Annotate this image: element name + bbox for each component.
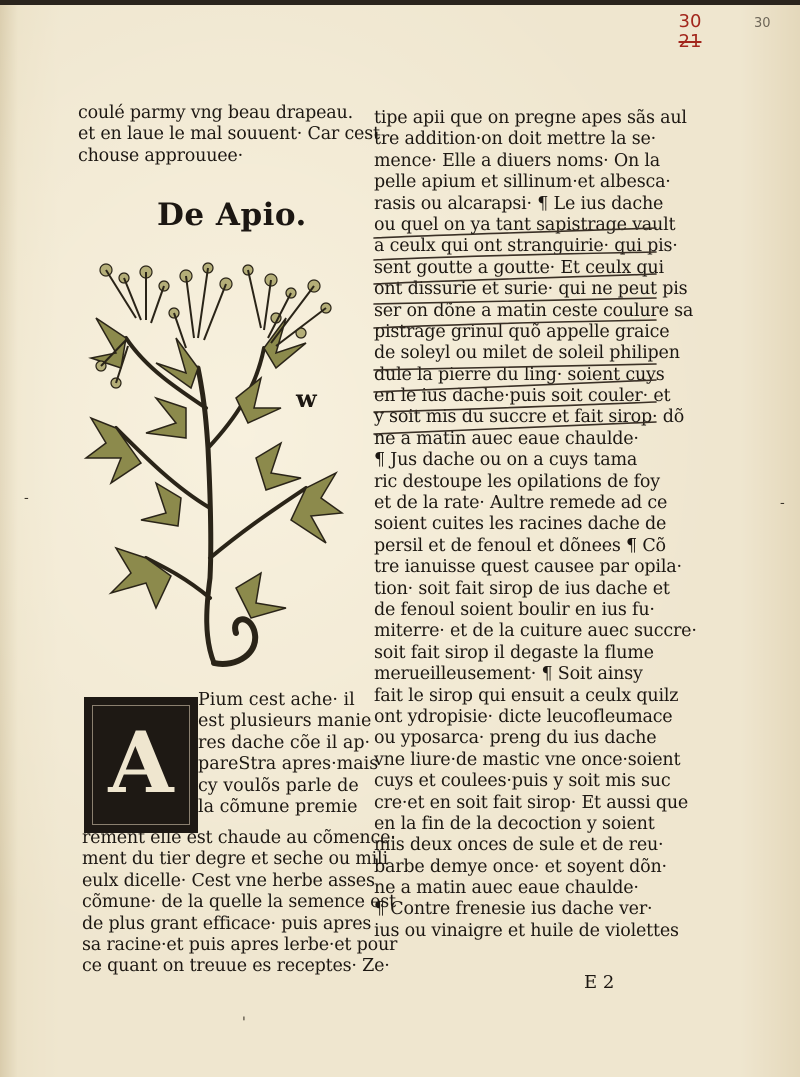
- left-column-dropcap-text: [198, 690, 379, 818]
- folio-number-red: [668, 12, 712, 52]
- text-line: ric destoupe les opilations de foy: [374, 471, 660, 492]
- text-line: la cõmune premie: [198, 796, 358, 817]
- text-line: est plusieurs manie: [198, 711, 372, 732]
- text-line: pareStra apres·mais: [198, 754, 379, 775]
- text-line: soit fait sirop il degaste la flume: [374, 642, 654, 663]
- text-line: eulx dicelle· Cest vne herbe asses: [82, 870, 375, 891]
- text-line: persil et de fenoul et dõnees ¶ Cõ: [374, 535, 666, 556]
- text-line: et de la rate· Aultre remede ad ce: [374, 493, 668, 514]
- text-line: ont ydropisie· dicte leucofleumace: [374, 706, 673, 727]
- text-line: cre·et en soit fait sirop· Et aussi que: [374, 792, 689, 813]
- text-line: et en laue le mal souuent· Car cest: [78, 124, 380, 145]
- text-line: de fenoul soient boulir en ius fu·: [374, 599, 655, 620]
- text-line: ius ou vinaigre et huile de violettes: [374, 920, 679, 941]
- text-line: rasis ou alcarapsi· ¶ Le ius dache: [374, 193, 664, 214]
- text-line: ou yposarca· preng du ius dache: [374, 728, 657, 749]
- text-line: tipe apii que on pregne apes sãs aul: [374, 108, 687, 128]
- text-line: ¶ Jus dache ou on a cuys tama: [374, 450, 638, 471]
- text-line: y soit mis du succre et fait sirop· dõ: [374, 407, 685, 428]
- text-line: ne a matin auec eaue chaulde·: [374, 428, 639, 449]
- text-line: a ceulx qui ont stranguirie· qui pis·: [374, 236, 678, 257]
- text-line: tre ianuisse quest causee par opila·: [374, 557, 682, 578]
- margin-mark: -: [780, 495, 785, 511]
- decorated-initial: [84, 697, 198, 833]
- text-line: miterre· et de la cuiture auec succre·: [374, 621, 697, 642]
- text-line: mis deux onces de sule et de reu·: [374, 835, 664, 856]
- woodcut-mark: w: [296, 384, 317, 413]
- initial-letter: A: [108, 713, 174, 812]
- folio-current: 30: [678, 11, 702, 32]
- text-line: ment du tier degre et seche ou mili: [82, 849, 388, 870]
- text-line: cuys et coulees·puis y soit mis suc: [374, 771, 671, 792]
- text-line: pistrage grinul quõ appelle graice: [374, 321, 670, 342]
- folio-struck: 21: [678, 31, 702, 52]
- text-line: Pium cest ache· il: [198, 690, 355, 710]
- page-top-edge: [0, 0, 800, 5]
- text-line: mence· Elle a diuers noms· On la: [374, 150, 661, 171]
- text-line: de soleyl ou milet de soleil philipen: [374, 343, 680, 364]
- text-line: tion· soit fait sirop de ius dache et: [374, 578, 670, 599]
- folio-number-pencil: 30: [754, 16, 771, 31]
- celery-plant-woodcut: [86, 258, 342, 668]
- text-line: soient cuites les racines dache de: [374, 514, 667, 535]
- text-line: ¶ Contre frenesie ius dache ver·: [374, 899, 653, 920]
- margin-mark: ': [242, 1015, 246, 1031]
- section-heading: De Apio.: [157, 197, 307, 233]
- text-line: ser on dõne a matin ceste coulure sa: [374, 300, 694, 321]
- left-column-top-text: [78, 103, 380, 167]
- text-line: cõmune· de la quelle la semence est: [82, 892, 396, 913]
- text-line: dule la pierre du ling· soient cuys: [374, 364, 665, 385]
- text-line: cy voulõs parle de: [198, 775, 359, 796]
- text-line: ont dissurie et surie· qui ne peut pis: [374, 279, 688, 300]
- text-line: sa racine·et puis apres lerbe·et pour: [82, 934, 398, 955]
- right-column-text: [374, 108, 697, 942]
- text-line: ou quel on ya tant sapistrage vault: [374, 214, 676, 235]
- text-line: sent goutte a goutte· Et ceulx qui: [374, 257, 664, 278]
- text-line: chouse approuuee·: [78, 145, 243, 166]
- text-line: vne liure·de mastic vne once·soient: [374, 749, 681, 770]
- left-column-bottom-text: [82, 828, 398, 978]
- text-line: fait le sirop qui ensuit a ceulx quilz: [374, 685, 679, 706]
- text-line: de plus grant efficace· puis apres: [82, 913, 372, 934]
- text-line: ne a matin auec eaue chaulde·: [374, 878, 639, 899]
- text-line: res dache cõe il ap·: [198, 732, 371, 753]
- text-line: rement elle est chaude au cõmence·: [82, 828, 396, 848]
- text-line: coulé parmy vng beau drapeau.: [78, 103, 353, 123]
- text-line: pelle apium et sillinum·et albesca·: [374, 172, 671, 193]
- text-line: ce quant on treuue es receptes· Ze·: [82, 956, 390, 977]
- signature-mark: E 2: [584, 972, 615, 993]
- text-line: merueilleusement· ¶ Soit ainsy: [374, 664, 643, 685]
- text-line: tre addition·on doit mettre la se·: [374, 129, 657, 150]
- text-line: en la fin de la decoction y soient: [374, 813, 655, 834]
- text-line: barbe demye once· et soyent dõn·: [374, 856, 667, 877]
- text-line: en le ius dache·puis soit couler· et: [374, 386, 671, 407]
- margin-mark: -: [24, 490, 29, 506]
